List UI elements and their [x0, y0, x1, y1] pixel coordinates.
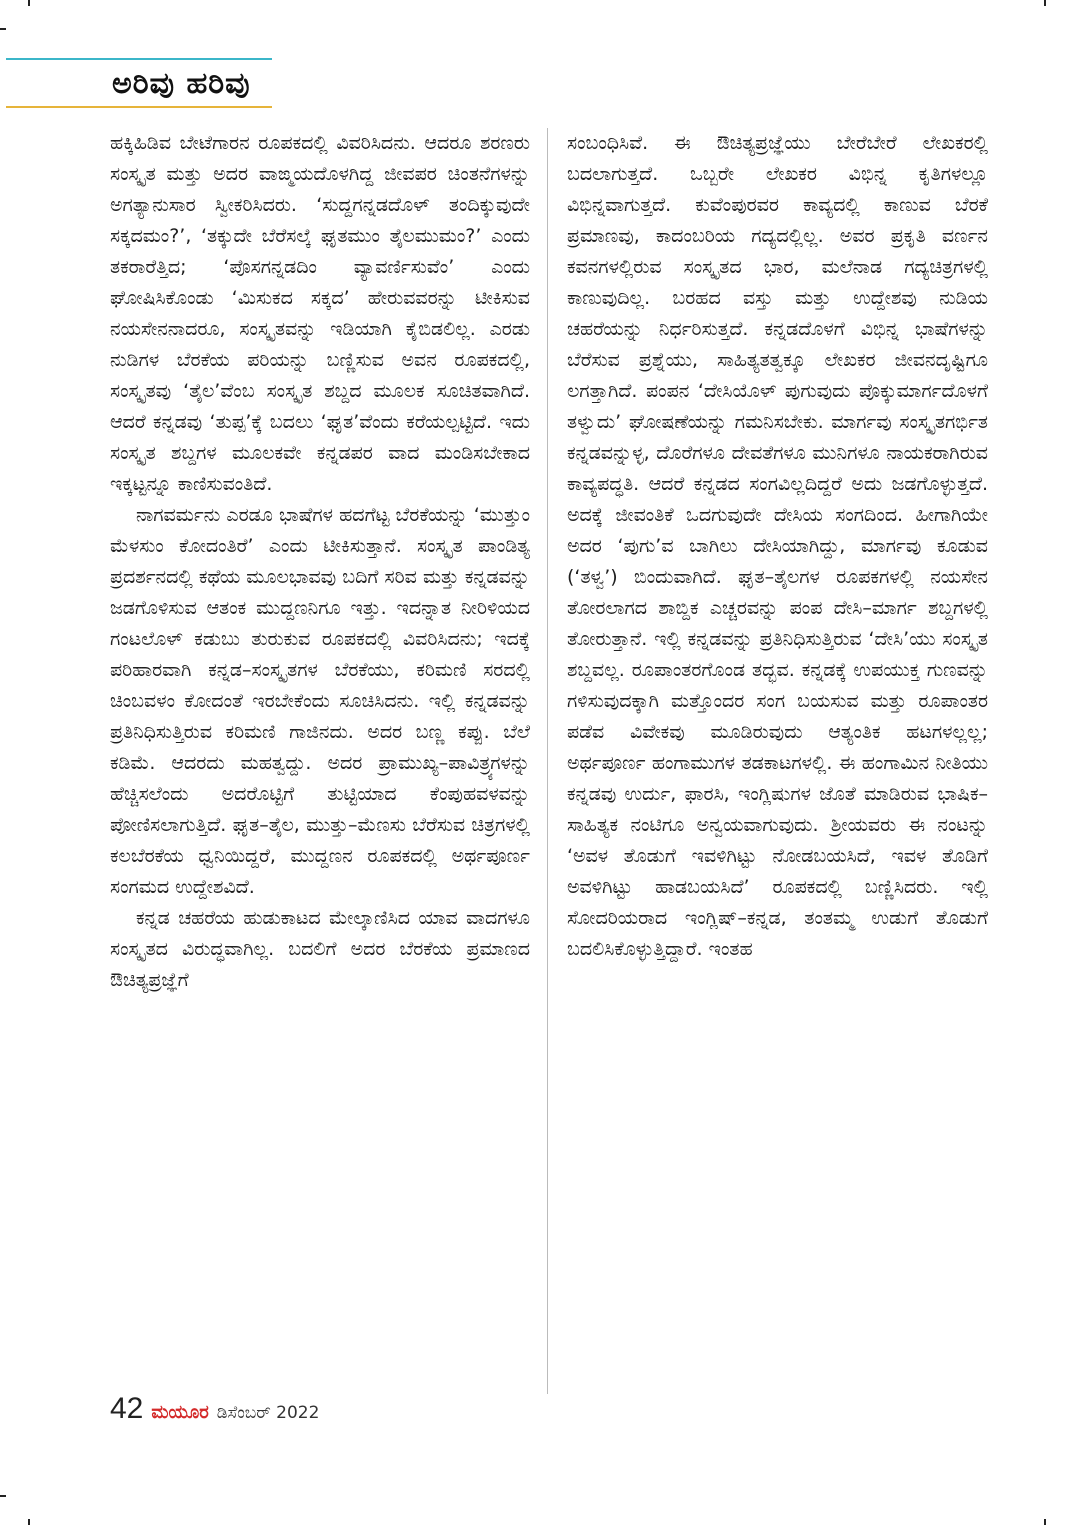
- right-paragraph-1: ಸಂಬಂಧಿಸಿವೆ. ಈ ಔಚಿತ್ಯಪ್ರಜ್ಞೆಯು ಬೇರೆಬೇರೆ ಲೇಖಕರಲ್ಲಿ ಬದಲಾಗುತ್ತದೆ. ಒಬ್ಬರೇ ಲೇಖಕರ ವಿಭಿನ್ನ ಕೃತಿಗಳಲ್ಲೂ ವಿಭಿನ್ನವಾಗುತ್ತದೆ. ಕುವೆಂಪುರವರ ಕಾವ್ಯದಲ್ಲಿ ಕಾಣುವ ಬೆರಕೆ ಪ್ರಮಾಣವು, ಕಾದಂಬರಿಯ ಗದ್ಯದಲ್ಲಿಲ್ಲ. ಅವರ ಪ್ರಕೃತಿ ವರ್ಣನ ಕವನಗಳಲ್ಲಿರುವ ಸಂಸ್ಕೃತದ ಭಾರ, ಮಲೆನಾಡ ಗದ್ಯಚಿತ್ರಗಳಲ್ಲಿ ಕಾಣುವುದಿಲ್ಲ. ಬರಹದ ವಸ್ತು ಮತ್ತು ಉದ್ದೇಶವು ನುಡಿಯ ಚಹರೆಯನ್ನು ನಿರ್ಧರಿಸುತ್ತದೆ. ಕನ್ನಡದೊಳಗೆ ವಿಭಿನ್ನ ಭಾಷೆಗಳನ್ನು ಬೆರೆಸುವ ಪ್ರಶ್ನೆಯು, ಸಾಹಿತ್ಯತತ್ವಕ್ಕೂ ಲೇಖಕರ ಜೀವನದೃಷ್ಟಿಗೂ ಲಗತ್ತಾಗಿದೆ. ಪಂಪನ ‘ದೇಸಿಯೊಳ್ ಪುಗುವುದು ಪೊಕ್ಕುಮಾರ್ಗದೊಳಗೆ ತಳ್ವುದು’ ಘೋಷಣೆಯನ್ನು ಗಮನಿಸಬೇಕು. ಮಾರ್ಗವು ಸಂಸ್ಕೃತಗರ್ಭಿತ ಕನ್ನಡವನ್ನುಳ್ಳ, ದೊರೆಗಳೂ ದೇವತೆಗಳೂ ಮುನಿಗಳೂ ನಾಯಕರಾಗಿರುವ ಕಾವ್ಯಪದ್ಧತಿ. ಆದರೆ ಕನ್ನಡದ ಸಂಗವಿಲ್ಲದಿದ್ದರೆ ಅದು ಜಡಗೊಳ್ಳುತ್ತದೆ. ಅದಕ್ಕೆ ಜೀವಂತಿಕೆ ಒದಗುವುದೇ ದೇಸಿಯ ಸಂಗದಿಂದ. ಹೀಗಾಗಿಯೇ ಅದರ ‘ಪುಗು’ವ ಬಾಗಿಲು ದೇಸಿಯಾಗಿದ್ದು, ಮಾರ್ಗವು ಕೂಡುವ (‘ತಳ್ವ’) ಬಿಂದುವಾಗಿದೆ. ಘೃತ–ತೈಲಗಳ ರೂಪಕಗಳಲ್ಲಿ ನಯಸೇನ ತೋರಲಾಗದ ಶಾಬ್ದಿಕ ಎಚ್ಚರವನ್ನು ಪಂಪ ದೇಸಿ–ಮಾರ್ಗ ಶಬ್ದಗಳಲ್ಲಿ ತೋರುತ್ತಾನೆ. ಇಲ್ಲಿ ಕನ್ನಡವನ್ನು ಪ್ರತಿನಿಧಿಸುತ್ತಿರುವ ‘ದೇಸಿ’ಯು ಸಂಸ್ಕೃತ ಶಬ್ದವಲ್ಲ. ರೂಪಾಂತರಗೊಂಡ ತದ್ಭವ. ಕನ್ನಡಕ್ಕೆ ಉಪಯುಕ್ತ ಗುಣವನ್ನು ಗಳಿಸುವುದಕ್ಕಾಗಿ ಮತ್ತೊಂದರ ಸಂಗ ಬಯಸುವ ಮತ್ತು ರೂಪಾಂತರ ಪಡೆವ ವಿವೇಕವು ಮೂಡಿರುವುದು ಆತ್ಯಂತಿಕ ಹಟಗಳಲ್ಲಲ್ಲ; ಅರ್ಥಪೂರ್ಣ ಹಂಗಾಮುಗಳ ತಡಕಾಟಗಳಲ್ಲಿ. ಈ ಹಂಗಾಮಿನ ನೀತಿಯು ಕನ್ನಡವು ಉರ್ದು, ಫಾರಸಿ, ಇಂಗ್ಲಿಷುಗಳ ಜೊತೆ ಮಾಡಿರುವ ಭಾಷಿಕ–ಸಾಹಿತ್ಯಕ ನಂಟಿಗೂ ಅನ್ವಯವಾಗುವುದು. ಶ್ರೀಯವರು ಈ ನಂಟನ್ನು ‘ಅವಳ ತೊಡುಗೆ ಇವಳಿಗಿಟ್ಟು ನೋಡಬಯಸಿದೆ, ಇವಳ ತೊಡಿಗೆ ಅವಳಿಗಿಟ್ಟು ಹಾಡಬಯಸಿದೆ’ ರೂಪಕದಲ್ಲಿ ಬಣ್ಣಿಸಿದರು. ಇಲ್ಲಿ ಸೋದರಿಯರಾದ ಇಂಗ್ಲಿಷ್–ಕನ್ನಡ, ತಂತಮ್ಮ ಉಡುಗೆ ತೊಡುಗೆ ಬದಲಿಸಿಕೊಳ್ಳುತ್ತಿದ್ದಾರೆ. ಇಂತಹ: [567, 132, 988, 960]
- header-rule-gold: [6, 106, 272, 108]
- crop-mark-top-left: [28, 0, 30, 6]
- left-paragraph-3: ಕನ್ನಡ ಚಹರೆಯ ಹುಡುಕಾಟದ ಮೇಲ್ಕಾಣಿಸಿದ ಯಾವ ವಾದಗಳೂ ಸಂಸ್ಕೃತದ ವಿರುದ್ಧವಾಗಿಲ್ಲ. ಬದಲಿಗೆ ಅದರ ಬೆರಕೆಯ ಪ್ರಮಾಣದ ಔಚಿತ್ಯಪ್ರಜ್ಞೆಗೆ: [110, 907, 530, 991]
- page-number: 42: [110, 1392, 144, 1425]
- column-divider: [547, 128, 548, 1394]
- issue-date: ಡಿಸೆಂಬರ್ 2022: [216, 1403, 320, 1423]
- magazine-logo: ಮಯೂರ: [151, 1402, 209, 1423]
- crop-mark-top-right: [1044, 0, 1046, 6]
- section-title: ಅರಿವು ಹರಿವು: [112, 66, 251, 101]
- crop-mark-left-upper: [0, 28, 6, 30]
- crop-mark-bottom-right: [1044, 1519, 1046, 1525]
- right-column: [567, 128, 988, 965]
- left-paragraph-1: ಹಕ್ಕಿಹಿಡಿವ ಬೇಟೆಗಾರನ ರೂಪಕದಲ್ಲಿ ವಿವರಿಸಿದನು. ಆದರೂ ಶರಣರು ಸಂಸ್ಕೃತ ಮತ್ತು ಅದರ ವಾಙ್ಮಯದೊಳಗಿದ್ದ ಜೀವಪರ ಚಿಂತನೆಗಳನ್ನು ಅಗತ್ಯಾನುಸಾರ ಸ್ವೀಕರಿಸಿದರು. ‘ಸುದ್ದಗನ್ನಡದೊಳ್ ತಂದಿಕ್ಕುವುದೇ ಸಕ್ಕದಮಂ?’, ‘ತಕ್ಕುದೇ ಬೆರೆಸಲ್ಕೆ ಘೃತಮುಂ ತೈಲಮುಮಂ?’ ಎಂದು ತಕರಾರೆತ್ತಿದ; ‘ಪೊಸಗನ್ನಡದಿಂ ವ್ಯಾವರ್ಣಿಸುವೆಂ’ ಎಂದು ಘೋಷಿಸಿಕೊಂಡು ‘ಮಿಸುಕದ ಸಕ್ಕದ’ ಹೇರುವವರನ್ನು ಟೀಕಿಸುವ ನಯಸೇನನಾದರೂ, ಸಂಸ್ಕೃತವನ್ನು ಇಡಿಯಾಗಿ ಕೈಬಿಡಲಿಲ್ಲ. ಎರಡು ನುಡಿಗಳ ಬೆರಕೆಯ ಪರಿಯನ್ನು ಬಣ್ಣಿಸುವ ಅವನ ರೂಪಕದಲ್ಲಿ, ಸಂಸ್ಕೃತವು ‘ತೈಲ’ವೆಂಬ ಸಂಸ್ಕೃತ ಶಬ್ದದ ಮೂಲಕ ಸೂಚಿತವಾಗಿದೆ. ಆದರೆ ಕನ್ನಡವು ‘ತುಪ್ಪ’ಕ್ಕೆ ಬದಲು ‘ಘೃತ’ವೆಂದು ಕರೆಯಲ್ಪಟ್ಟಿದೆ. ಇದು ಸಂಸ್ಕೃತ ಶಬ್ದಗಳ ಮೂಲಕವೇ ಕನ್ನಡಪರ ವಾದ ಮಂಡಿಸಬೇಕಾದ ಇಕ್ಕಟ್ಟನ್ನೂ ಕಾಣಿಸುವಂತಿದೆ.: [110, 132, 530, 495]
- page-footer: [110, 1392, 319, 1432]
- left-column: [110, 128, 530, 996]
- crop-mark-left-lower: [0, 1495, 6, 1497]
- crop-mark-bottom-left: [28, 1519, 30, 1525]
- header-rule-teal: [6, 58, 272, 60]
- left-paragraph-2: ನಾಗವರ್ಮನು ಎರಡೂ ಭಾಷೆಗಳ ಹದಗೆಟ್ಟ ಬೆರಕೆಯನ್ನು ‘ಮುತ್ತುಂ ಮೆಳಸುಂ ಕೋದಂತಿರೆ’ ಎಂದು ಟೀಕಿಸುತ್ತಾನೆ. ಸಂಸ್ಕೃತ ಪಾಂಡಿತ್ಯ ಪ್ರದರ್ಶನದಲ್ಲಿ ಕಥೆಯ ಮೂಲಭಾವವು ಬದಿಗೆ ಸರಿವ ಮತ್ತು ಕನ್ನಡವನ್ನು ಜಡಗೊಳಿಸುವ ಆತಂಕ ಮುದ್ದಣನಿಗೂ ಇತ್ತು. ಇದನ್ನಾತ ನೀರಿಳಿಯದ ಗಂಟಲೊಳ್ ಕಡುಬು ತುರುಕುವ ರೂಪಕದಲ್ಲಿ ವಿವರಿಸಿದನು; ಇದಕ್ಕೆ ಪರಿಹಾರವಾಗಿ ಕನ್ನಡ–ಸಂಸ್ಕೃತಗಳ ಬೆರಕೆಯು, ಕರಿಮಣಿ ಸರದಲ್ಲಿ ಚಿಂಬವಳಂ ಕೋದಂತೆ ಇರಬೇಕೆಂದು ಸೂಚಿಸಿದನು. ಇಲ್ಲಿ ಕನ್ನಡವನ್ನು ಪ್ರತಿನಿಧಿಸುತ್ತಿರುವ ಕರಿಮಣಿ ಗಾಜಿನದು. ಅದರ ಬಣ್ಣ ಕಪ್ಪು. ಬೆಲೆ ಕಡಿಮೆ. ಆದರದು ಮಹತ್ವದ್ದು. ಅದರ ಪ್ರಾಮುಖ್ಯ–ಪಾವಿತ್ರ್ಯಗಳನ್ನು ಹೆಚ್ಚಿಸಲೆಂದು ಅದರೊಟ್ಟಿಗೆ ತುಟ್ಟಿಯಾದ ಕೆಂಪುಹವಳವನ್ನು ಪೋಣಿಸಲಾಗುತ್ತಿದೆ. ಘೃತ–ತೈಲ, ಮುತ್ತು–ಮೆಣಸು ಬೆರೆಸುವ ಚಿತ್ರಗಳಲ್ಲಿ ಕಲಬೆರಕೆಯ ಧ್ವನಿಯಿದ್ದರೆ, ಮುದ್ದಣನ ರೂಪಕದಲ್ಲಿ ಅರ್ಥಪೂರ್ಣ ಸಂಗಮದ ಉದ್ದೇಶವಿದೆ.: [110, 504, 530, 898]
